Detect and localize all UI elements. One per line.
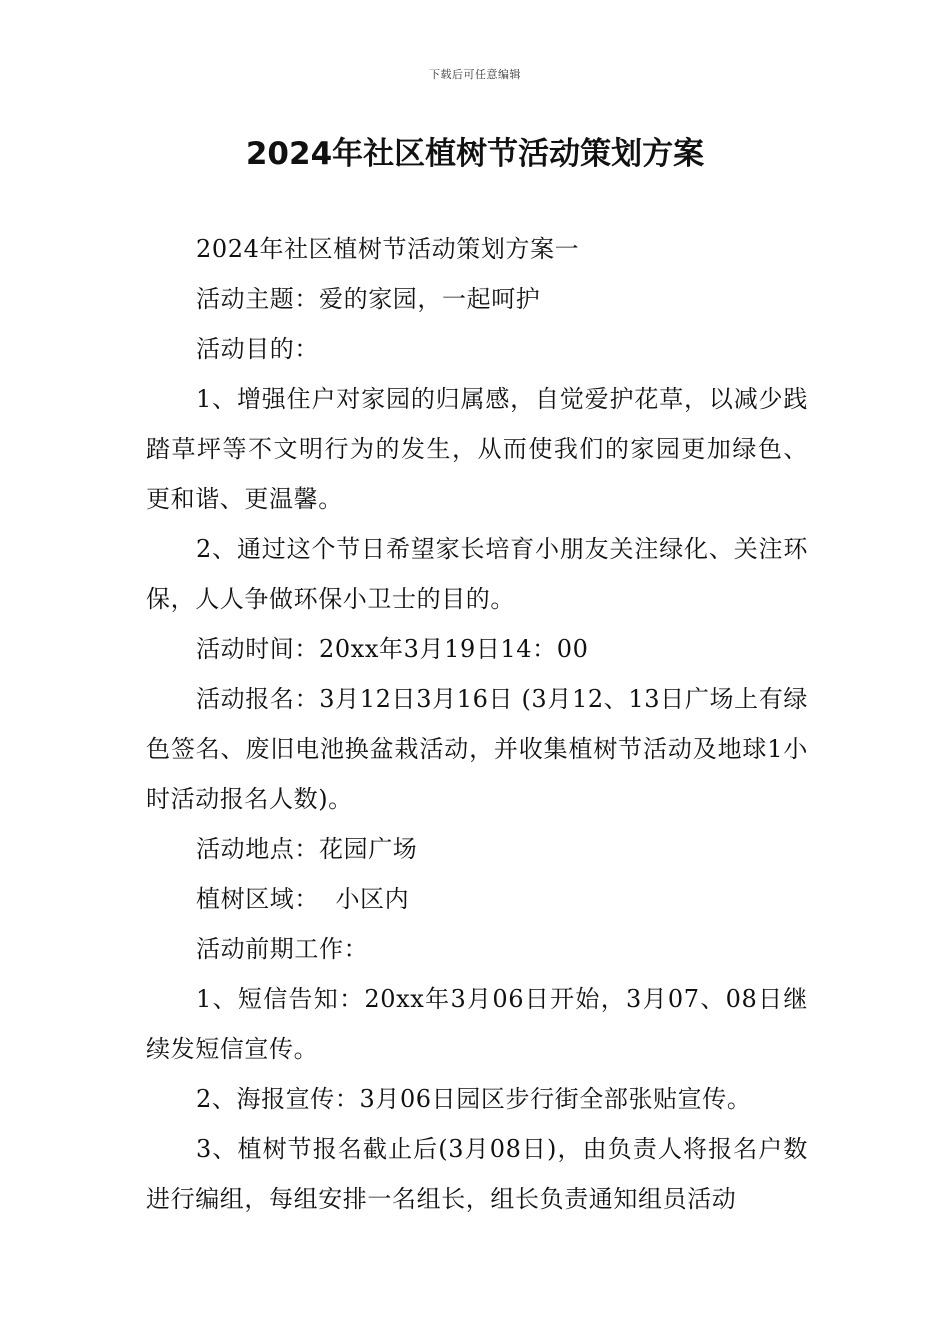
paragraph-plan-heading: 2024年社区植树节活动策划方案一 xyxy=(196,235,580,263)
paragraph-planting-area: 植树区域： 小区内 xyxy=(196,885,410,913)
paragraph-activity-theme: 活动主题：爱的家园，一起呵护 xyxy=(196,285,541,313)
paragraph-activity-location: 活动地点：花园广场 xyxy=(196,835,418,863)
document-title: 2024年社区植树节活动策划方案 xyxy=(245,136,705,172)
paragraph-prep-1-sms: 1、短信告知：20xx年3月06日开始，3月07、08日继续发短信宣传。 xyxy=(146,985,808,1063)
paragraph-prep-3-grouping: 3、植树节报名截止后(3月08日)，由负责人将报名户数进行编组，每组安排一名组长，组长负责通知组员活动 xyxy=(146,1135,808,1213)
paragraph-purpose-1: 1、增强住户对家园的归属感，自觉爱护花草，以减少践踏草坪等不文明行为的发生，从而使我们的家园更加绿色、更和谐、更温馨。 xyxy=(146,385,808,513)
document-body xyxy=(146,224,808,1224)
paragraph-activity-time: 活动时间：20xx年3月19日14：00 xyxy=(196,635,589,663)
paragraph-activity-registration: 活动报名：3月12日3月16日 (3月12、13日广场上有绿色签名、废旧电池换盆栽活动，并收集植树节活动及地球1小时活动报名人数)。 xyxy=(146,685,808,813)
paragraph-purpose-2: 2、通过这个节日希望家长培育小朋友关注绿化、关注环保，人人争做环保小卫士的目的。 xyxy=(146,535,808,613)
paragraph-prep-work-label: 活动前期工作： xyxy=(196,935,369,963)
paragraph-activity-purpose-label: 活动目的： xyxy=(196,335,319,363)
header-note: 下载后可任意编辑 xyxy=(429,68,521,81)
paragraph-prep-2-poster: 2、海报宣传：3月06日园区步行街全部张贴宣传。 xyxy=(196,1085,752,1113)
